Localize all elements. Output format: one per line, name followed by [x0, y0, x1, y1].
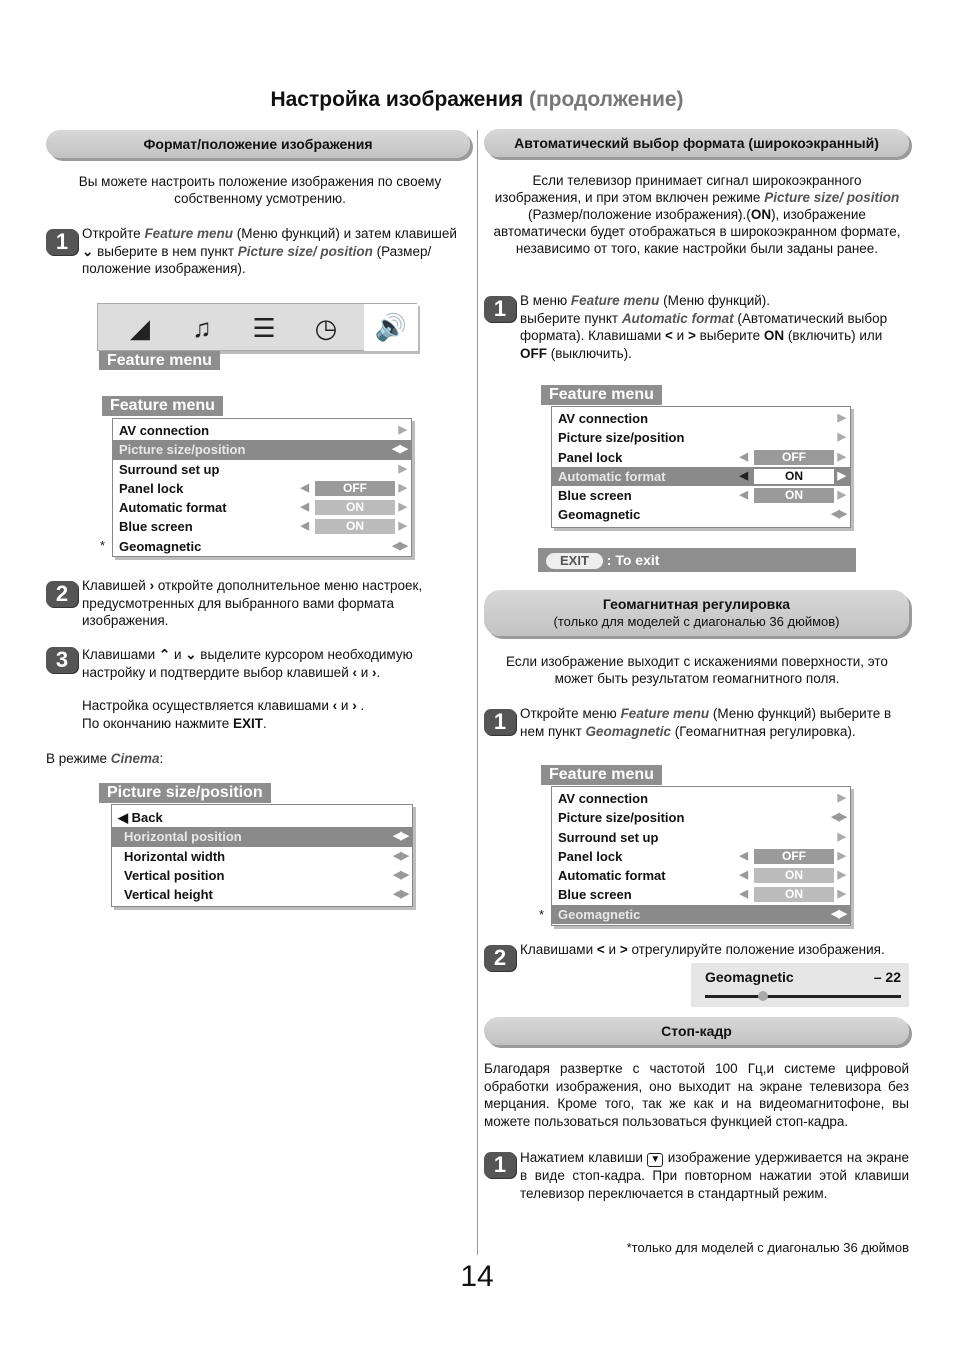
g-menu-blue-screen[interactable]: Blue screen ◀ ON ▶: [558, 887, 846, 903]
column-divider: [477, 130, 478, 1255]
r-menu-picture-size[interactable]: Picture size/position ▶: [558, 430, 846, 446]
left-chevron-icon: ‹: [332, 698, 338, 713]
clock-icon: ◷: [314, 313, 338, 343]
geo-step-1-badge: 1: [484, 709, 516, 735]
ps-menu-title: Picture size/position: [99, 783, 271, 803]
left-note: Настройка осуществляется клавишами ‹ и › . По окончанию нажмите EXIT.: [82, 698, 365, 731]
left-feature-menu: [112, 418, 412, 557]
slider-value: – 22: [873, 969, 901, 985]
left-intro: Вы можете настроить положение изображения по своему собственному усмотрению.: [78, 174, 442, 206]
still-step-1-text: Нажатием клавиши ▼ изображение удерживается на экране в виде стоп-кадра. При повторном нажатии этой клавиши телевизор переключается в стандартный режим.: [520, 1150, 909, 1201]
menu-item-blue-screen[interactable]: Blue screen ◀ ON ▶: [119, 519, 407, 535]
menu-item-surround[interactable]: Surround set up ▶: [119, 461, 407, 477]
ps-horizontal-width[interactable]: Horizontal width ◀▶: [124, 848, 408, 864]
g-menu-panel-lock[interactable]: Panel lock ◀ OFF ▶: [558, 848, 846, 864]
slider-knob[interactable]: [758, 991, 768, 1001]
right-chevron-icon: ›: [372, 664, 377, 680]
geo-asterisk: *: [539, 907, 545, 922]
right-step-1-text: В меню Feature menu (Меню функций). выберите пункт Automatic format (Автоматический выбор формата). Клавишами < и > выберите ON (включить) или OFF (выключить).: [520, 293, 888, 361]
geo-section-header: Геомагнитная регулировка (только для моделей с диагональю 36 дюймов): [484, 590, 909, 636]
slider-label: Geomagnetic: [705, 969, 794, 985]
ps-horizontal-position[interactable]: Horizontal position ◀▶: [112, 827, 412, 846]
menu-item-av-connection[interactable]: AV connection ▶: [119, 423, 407, 438]
step-2-badge: 2: [46, 581, 78, 607]
step-1-badge: 1: [46, 229, 78, 255]
geomagnetic-slider[interactable]: [691, 963, 909, 1007]
r-menu-automatic-format[interactable]: Automatic format ◀ ON ▶: [552, 467, 850, 486]
freeze-button-icon: ▼: [647, 1153, 663, 1167]
left-chevron-icon: ‹: [352, 664, 357, 680]
settings-sliders-icon: ☰: [252, 313, 276, 343]
g-menu-automatic-format[interactable]: Automatic format ◀ ON ▶: [558, 868, 846, 884]
page-title: [0, 88, 954, 112]
slider-track[interactable]: [705, 995, 901, 998]
exit-bar: [538, 548, 856, 572]
asterisk: *: [100, 538, 106, 553]
right-section-header: Автоматический выбор формата (широкоэкранный): [484, 129, 909, 157]
menu-item-geomagnetic[interactable]: Geomagnetic ◀▶: [119, 538, 407, 554]
geo-menu-title: Feature menu: [541, 765, 662, 785]
r-menu-panel-lock[interactable]: Panel lock ◀ OFF ▶: [558, 449, 846, 465]
right-menu-title: Feature menu: [541, 385, 662, 405]
menu-item-automatic-format[interactable]: Automatic format ◀ ON ▶: [119, 500, 407, 516]
still-step-1-badge: 1: [484, 1152, 516, 1178]
ps-vertical-position[interactable]: Vertical position ◀▶: [124, 867, 408, 883]
cinema-line: В режиме Cinema:: [46, 751, 164, 766]
feature-speaker-icon: 🔊: [364, 304, 418, 351]
still-intro: Благодаря развертке с частотой 100 Гц,и системе цифровой обработки изображения, оно выходит на экране телевизора без мерцания. Кроме того, так же как и на видеомагнитофоне, вы можете пользоваться пользоваться функцией стоп-кадра.: [484, 1061, 909, 1129]
footnote: *только для моделей с диагональю 36 дюймов: [626, 1240, 909, 1255]
right-feature-menu: [551, 406, 851, 528]
feature-icon-bar: [97, 303, 417, 351]
menu-item-picture-size[interactable]: Picture size/position ◀▶: [113, 440, 411, 459]
title-main: Настройка изображения: [270, 88, 524, 111]
g-menu-picture-size[interactable]: Picture size/position ◀▶: [558, 810, 846, 826]
ps-back[interactable]: ◀ Back: [118, 810, 163, 825]
geo-intro: Если изображение выходит с искажениями поверхности, это может быть результатом геомагнитного поля.: [506, 654, 888, 686]
right-step-1-badge: 1: [484, 296, 516, 322]
title-sub: (продолжение): [528, 88, 684, 111]
ps-vertical-height[interactable]: Vertical height ◀▶: [124, 887, 408, 903]
menu-item-panel-lock[interactable]: Panel lock ◀ OFF ▶: [119, 480, 407, 496]
down-arrow-icon: ⌄: [82, 243, 94, 259]
right-chevron-icon: ›: [149, 578, 155, 593]
r-menu-av-connection[interactable]: AV connection ▶: [558, 411, 846, 426]
step-3-badge: 3: [46, 647, 78, 673]
g-menu-geomagnetic[interactable]: Geomagnetic ◀▶: [552, 905, 850, 924]
down-chevron-icon: ⌄: [185, 647, 197, 662]
right-intro: Если телевизор принимает сигнал широкоэкранного изображения, и при этом включен режиме Picture size/ position (Размер/положение изображения).(ON), изображение автоматически будет отображаться в широкоэкранном формате, независимо от того, какие настройки были заданы ранее.: [493, 173, 901, 256]
back-arrow-icon: ◀: [118, 810, 132, 825]
left-section-header: Формат/положение изображения: [46, 130, 470, 158]
geo-step-1-text: Откройте меню Feature menu (Меню функций) выберите в нем пункт Geomagnetic (Геомагнитная регулировка).: [520, 706, 892, 739]
exit-text: : To exit: [606, 552, 660, 568]
left-menu-title: Feature menu: [102, 396, 223, 416]
geo-step-2-text: Клавишами < и > отрегулируйте положение изображения.: [520, 942, 885, 957]
geo-feature-menu: [551, 786, 851, 926]
left-step-3-text: Клавишами ⌃ и ⌄ выделите курсором необходимую настройку и подтвердите выбор клавишей ‹ и ›.: [82, 647, 413, 680]
up-chevron-icon: ⌃: [158, 647, 171, 662]
left-step-1-text: Откройте Feature menu (Меню функций) и затем клавишей ⌄ выберите в нем пункт Picture size/ position (Размер/положение изображения).: [82, 226, 457, 276]
right-chevron-icon: ›: [352, 698, 357, 713]
exit-button[interactable]: EXIT: [546, 553, 603, 569]
r-menu-geomagnetic[interactable]: Geomagnetic ◀▶: [558, 507, 846, 523]
picture-icon: ◢: [130, 313, 150, 343]
iconbar-label: Feature menu: [99, 351, 220, 370]
left-step-2-text: Клавишей › откройте дополнительное меню настроек, предусмотренных для выбранного вами формата изображения.: [82, 578, 423, 628]
r-menu-blue-screen[interactable]: Blue screen ◀ ON ▶: [558, 488, 846, 504]
geo-step-2-badge: 2: [484, 945, 516, 971]
g-menu-av-connection[interactable]: AV connection ▶: [558, 791, 846, 806]
music-note-icon: ♫: [192, 313, 212, 343]
picture-size-menu: [111, 804, 413, 907]
g-menu-surround[interactable]: Surround set up ▶: [558, 829, 846, 845]
page-number: 14: [460, 1260, 494, 1293]
still-section-header: Стоп-кадр: [484, 1017, 909, 1045]
